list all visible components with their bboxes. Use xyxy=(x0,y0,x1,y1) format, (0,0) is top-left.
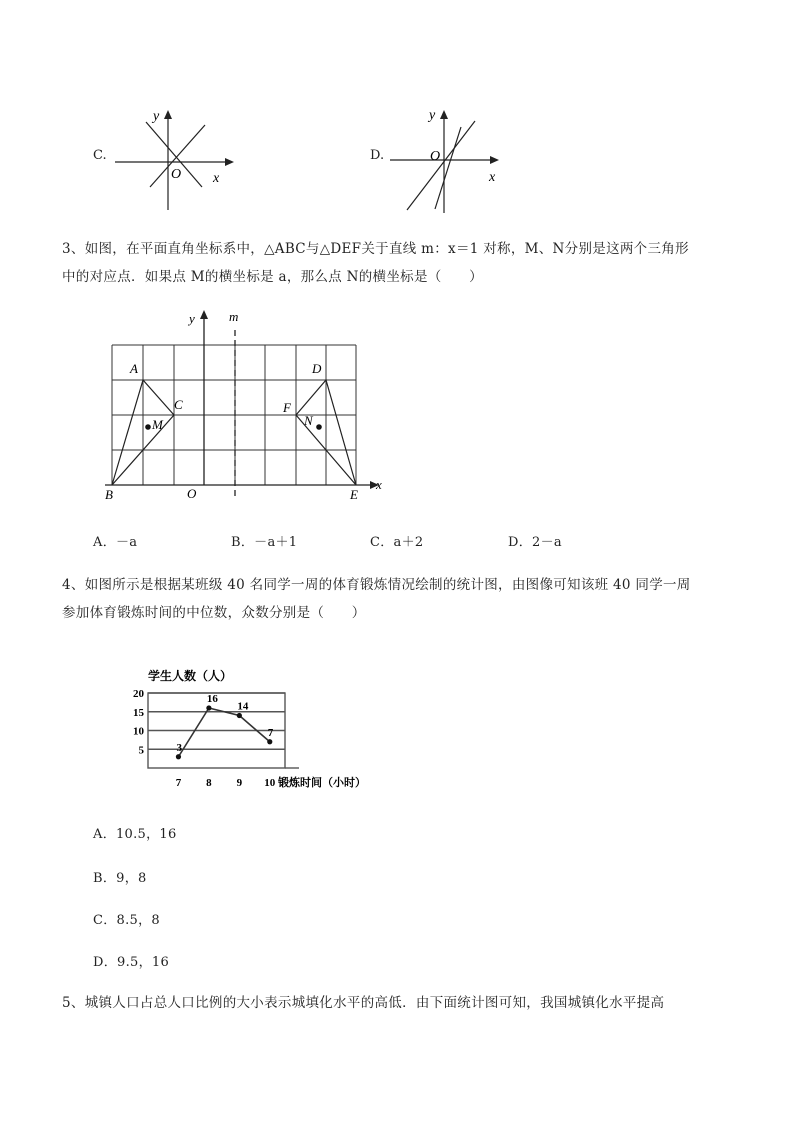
chart-data-label: 3 xyxy=(176,741,182,754)
q3-grid-figure xyxy=(100,305,400,505)
q3-option-b: B．－a＋1 xyxy=(231,535,298,550)
q3-m-label: m xyxy=(229,309,239,324)
q4-text-line1: 4、如图所示是根据某班级 40 名同学一周的体育锻炼情况绘制的统计图，由图像可知该班 40 同学一周 xyxy=(62,577,691,593)
q4-line-chart xyxy=(118,662,398,802)
q3-text-line1: 3、如图，在平面直角坐标系中，△ABC与△DEF关于直线 m：x＝1 对称，M、N分别是这两个三角形 xyxy=(62,241,689,257)
q3-origin-label: O xyxy=(187,486,197,501)
chart-point xyxy=(176,754,181,759)
q3-point-d: D xyxy=(312,361,322,376)
graph-d xyxy=(385,105,515,215)
chart-y-tick: 15 xyxy=(133,706,144,719)
graph-d-y-label: y xyxy=(429,108,436,123)
q4-option-c: C．8.5，8 xyxy=(93,913,160,928)
graph-d-x-label: x xyxy=(489,170,496,185)
q3-option-c: C．a＋2 xyxy=(370,535,424,550)
q3-point-f: F xyxy=(283,400,291,415)
chart-data-label: 16 xyxy=(206,693,218,705)
chart-point xyxy=(267,739,272,744)
q3-option-a: A．－a xyxy=(93,535,138,550)
q3-point-e: E xyxy=(350,487,358,502)
q4-option-b: B．9，8 xyxy=(93,871,147,886)
chart-data-label: 14 xyxy=(237,700,249,713)
graph-c-x-label: x xyxy=(213,171,220,186)
q3-point-a: A xyxy=(130,361,138,376)
q3-option-d: D．2－a xyxy=(508,535,562,550)
chart-x-tick: 7 xyxy=(175,777,182,789)
q5-text-line1: 5、城镇人口占总人口比例的大小表示城填化水平的高低．由下面统计图可知，我国城镇化水平提高 xyxy=(62,995,665,1011)
chart-y-tick: 10 xyxy=(133,725,144,738)
chart-x-tick: 8 xyxy=(206,777,212,789)
chart-x-tick: 10 xyxy=(264,777,276,789)
chart-y-title: 学生人数（人） xyxy=(148,669,233,683)
chart-point xyxy=(206,705,211,710)
q3-point-b: B xyxy=(105,487,113,502)
q3-point-c: C xyxy=(174,397,183,412)
chart-y-tick: 20 xyxy=(133,688,144,700)
q3-y-label: y xyxy=(189,311,195,326)
graph-c xyxy=(110,105,240,215)
option-d-label: D. xyxy=(370,148,385,163)
chart-x-title: 锻炼时间（小时） xyxy=(278,777,366,789)
q3-point-m: M xyxy=(152,417,163,432)
chart-data-label: 7 xyxy=(267,726,274,739)
chart-y-tick: 5 xyxy=(138,744,144,757)
q4-option-d: D．9.5，16 xyxy=(93,955,170,970)
chart-point xyxy=(237,713,242,718)
q4-text-line2: 参加体育锻炼时间的中位数，众数分别是（ ） xyxy=(62,605,366,621)
graph-c-y-label: y xyxy=(153,109,160,124)
q3-text-line2: 中的对应点．如果点 M的横坐标是 a，那么点 N的横坐标是（ ） xyxy=(62,269,483,285)
q3-x-label: x xyxy=(376,477,382,492)
graph-c-origin-label: O xyxy=(171,167,182,182)
graph-d-origin-label: O xyxy=(430,149,441,164)
chart-x-tick: 9 xyxy=(236,777,243,789)
q3-point-n: N xyxy=(304,413,313,428)
option-c-label: C. xyxy=(93,148,107,163)
q4-option-a: A．10.5，16 xyxy=(93,827,177,842)
